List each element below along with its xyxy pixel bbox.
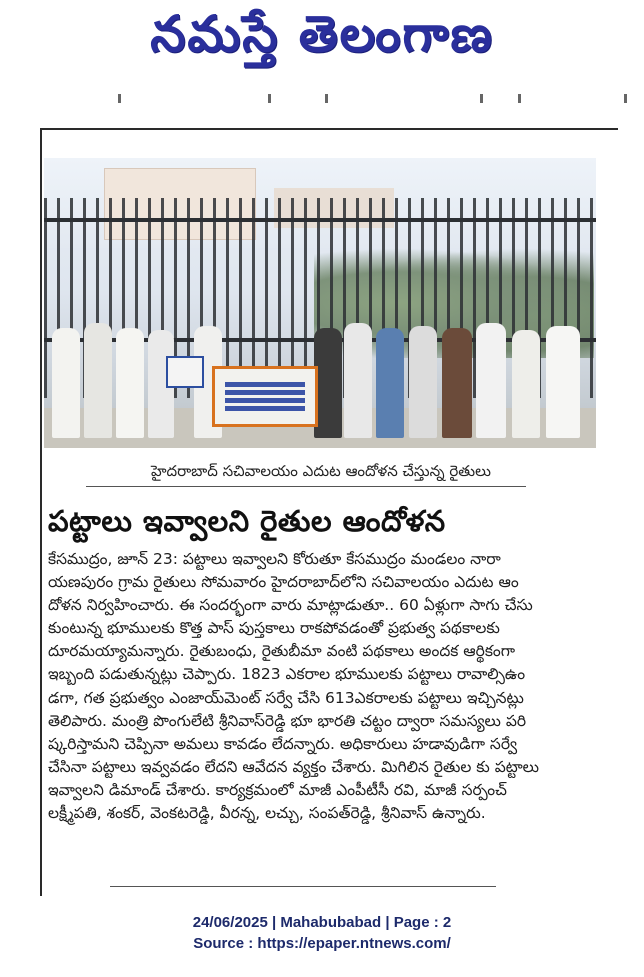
farmer-figure [476,323,506,438]
farmer-figure [314,328,342,438]
news-photo [44,158,596,448]
protest-banner [212,366,318,427]
epaper-footer [0,914,644,956]
caption-divider [86,486,526,487]
fence-rail-top [44,218,596,222]
farmer-figure [409,326,437,438]
body-line: యణపురం గ్రామ రైతులు సోమవారం హైదరాబాద్‌లోని సచివాలయం ఎదుట ఆం [48,573,519,592]
body-line: ఇబ్బంది పడుతున్నట్లు చెప్పారు. 1823 ఎకరాల భూములకు పట్టాలు రావాల్సిఉం [48,665,526,684]
body-line: చేసినా పట్టాలు ఇవ్వవడం లేదని ఆవేదన వ్యక్తం చేశారు. మిగిలిన రైతుల కు పట్టాలు [48,757,540,776]
protest-placard [166,356,204,388]
body-line: డగా, గత ప్రభుత్వం ఎంజాయ్‌మెంట్ సర్వే చేసి 613ఎకరాలకు పట్టాలు ఇచ్చినట్లు [48,688,524,707]
body-line: దూరమయ్యామన్నారు. రైతుబంధు, రైతుబీమా వంటి పథకాలు అందక ఆర్థికంగా [48,642,516,661]
photo-caption: హైదరాబాద్ సచివాలయం ఎదుట ఆందోళన చేస్తున్న రైతులు [151,462,491,480]
farmer-figure [512,330,540,438]
farmer-figure [442,328,472,438]
farmer-figure [84,323,112,438]
newspaper-title: నమస్తే తెలంగాణ [150,4,494,63]
farmer-figure [546,326,580,438]
footer-date-edition-page: 24/06/2025 | Mahabubabad | Page : 2 [192,914,452,931]
farmer-figure [116,328,144,438]
farmer-figure [376,328,404,438]
body-line: దోళన నిర్వహించారు. ఈ సందర్భంగా వారు మాట్లాడుతూ.. 60 ఏళ్లుగా సాగు చేసు [48,596,533,615]
masthead [0,0,644,80]
body-line: ఇవ్వాలని డిమాండ్ చేశారు. కార్యక్రమంలో మాజీ ఎంపీటీసీ రవి, మాజీ సర్పంచ్ [48,780,507,799]
body-line: తెలిపారు. మంత్రి పొంగులేటి శ్రీనివాస్‌రెడ్డి భూ భారతి చట్టం ద్వారా సమస్యలు పరి [48,711,527,730]
farmer-figure [344,323,372,438]
farmer-figure [52,328,80,438]
article-body [48,548,598,825]
body-line: లక్ష్మీపతి, శంకర్, వెంకటరెడ్డి, వీరన్న, లచ్చు, సంపత్‌రెడ్డి, శ్రీనివాస్ ఉన్నారు. [48,804,486,823]
clipped-text-strip [40,92,630,106]
body-line: కేసముద్రం, జూన్ 23: పట్టాలు ఇవ్వాలని కోరుతూ కేసముద్రం మండలం నారా [48,550,501,568]
article-end-divider [110,886,496,887]
footer-source-link[interactable]: Source : https://epaper.ntnews.com/ [193,935,451,952]
body-line: కుంటున్న భూములకు కొత్త పాస్ పుస్తకాలు రాకపోవడంతో ప్రభుత్వ పథకాలకు [48,619,500,638]
body-line: ష్కరిస్తామని చెప్పినా అమలు కావడం లేదన్నారు. అధికారులు హడావుడిగా సర్వే [48,734,518,753]
article-headline: పట్టాలు ఇవ్వాలని రైతుల ఆందోళన [48,504,446,538]
